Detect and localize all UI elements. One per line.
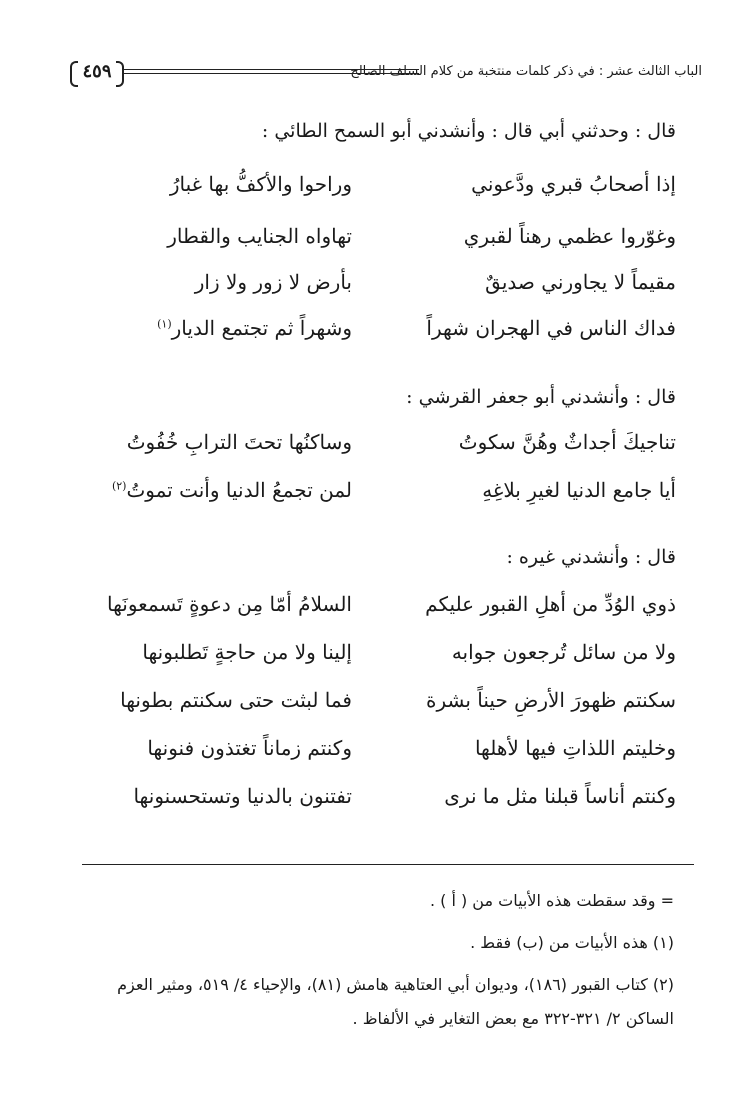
verse-first-hemistich: ولا من سائل تُرجعون جوابه [451,640,676,664]
verse-text: وشهراً ثم تجتمع الديار [171,316,352,340]
verse-first-hemistich: تناجيكَ أجداثٌ وهُنَّ سكوتُ [458,430,676,454]
section-intro: قال : وأنشدني أبو جعفر القرشي : [406,386,676,408]
footnote-continuation: = وقد سقطت هذه الأبيات من ( أ ) . [429,891,674,910]
header-rule [124,69,419,74]
verse-first-hemistich: سكنتم ظهورَ الأرضِ حيناً بشرة [426,688,676,712]
verse-second-hemistich: وساكنُها تحتَ الترابِ خُفُوتُ [126,430,352,454]
verse-first-hemistich: فداك الناس في الهجران شهراً [426,316,676,340]
verse-first-hemistich: أيا جامع الدنيا لغيرِ بلاغِهِ [482,478,676,502]
footnote-marker: (١) [157,317,172,331]
verse-second-hemistich: تهاواه الجنايب والقطار [167,224,352,248]
verse-second-hemistich [82,478,352,502]
verse-first-hemistich: مقيماً لا يجاورني صديقٌ [485,270,676,294]
verse-second-hemistich: فما لبثت حتى سكنتم بطونها [120,688,352,712]
footnote-2: (٢) كتاب القبور (١٨٦)، وديوان أبي العتاهية هامش (٨١)، والإحياء ٤/ ٥١٩، ومثير العزم الساكن ٢/ ٣٢١-٣٢٢ مع بعض التغاير في الألفاظ . [117,975,674,1028]
verse-first-hemistich: وكنتم أناساً قبلنا مثل ما نرى [444,784,676,808]
verse-second-hemistich: وراحوا والأكفُّ بها غبارُ [169,172,352,196]
verse-first-hemistich: وغوّروا عظمي رهناً لقبري [463,224,676,248]
verse-second-hemistich: إلينا ولا من حاجةٍ تَطلبونها [142,640,352,664]
page-header [70,58,702,88]
verse-text: لمن تجمعُ الدنيا وأنت تموتُ [126,478,352,502]
verse-first-hemistich: إذا أصحابُ قبري ودَّعوني [471,172,676,196]
verse-second-hemistich: تفتنون بالدنيا وتستحسنونها [133,784,352,808]
footnote-divider [82,864,694,865]
verse-second-hemistich: بأرض لا زور ولا زار [194,270,352,294]
page-number: ٤٥٩ [70,58,124,86]
footnote-1: (١) هذه الأبيات من (ب) فقط . [470,933,674,952]
section-intro: قال : وحدثني أبي قال : وأنشدني أبو السمح الطائي : [261,120,676,142]
verse-second-hemistich: وكنتم زماناً تغتذون فنونها [147,736,352,760]
footnote-marker: (٢) [111,479,127,493]
verse-first-hemistich: ذوي الوُدِّ من أهلِ القبور عليكم [425,592,676,616]
verse-second-hemistich [82,316,352,340]
verse-second-hemistich: السلامُ أمّا مِن دعوةٍ تَسمعونَها [106,592,352,616]
running-title: الباب الثالث عشر : في ذكر كلمات منتخبة من كلام السلف الصالح [350,64,702,79]
section-intro: قال : وأنشدني غيره : [506,546,676,568]
verse-first-hemistich: وخليتم اللذاتِ فيها لأهلها [474,736,676,760]
